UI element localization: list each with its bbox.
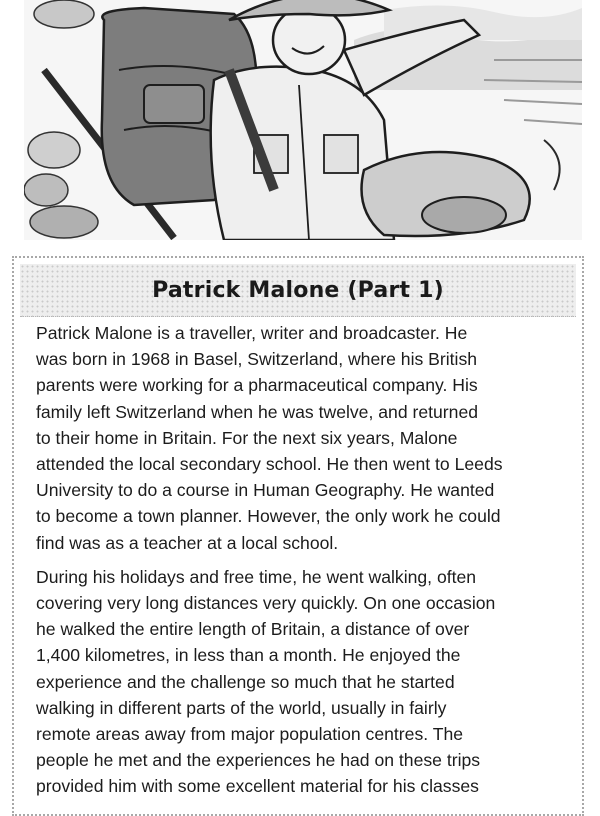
article-body — [36, 320, 568, 800]
text-line: Patrick Malone is a traveller, writer and broadcaster. He — [36, 323, 468, 343]
illustration — [24, 0, 582, 240]
title-bar — [20, 264, 576, 317]
text-line: During his holidays and free time, he went walking, often — [36, 566, 477, 587]
text-line: provided him with some excellent material for his classes — [36, 776, 479, 797]
text-line: walking in different parts of the world, usually in fairly — [36, 697, 447, 718]
text-line: University to do a course in Human Geography. He wanted — [36, 480, 495, 501]
text-line: to become a town planner. However, the only work he could — [36, 506, 501, 527]
text-line: parents were working for a pharmaceutical company. His — [36, 375, 478, 396]
paragraph-1 — [36, 320, 568, 556]
traveller-illustration — [24, 0, 582, 240]
text-line: was born in 1968 in Basel, Switzerland, where his British — [36, 349, 478, 370]
article-title: Patrick Malone (Part 1) — [152, 277, 444, 303]
text-line: people he met and the experiences he had on these trips — [36, 750, 481, 771]
text-line: family left Switzerland when he was twelve, and returned — [36, 401, 479, 422]
text-line: find was as a teacher at a local school. — [36, 532, 339, 553]
text-line: experience and the challenge so much that he started — [36, 671, 455, 692]
article-panel — [12, 256, 584, 816]
paragraph-2 — [36, 564, 568, 800]
text-line: 1,400 kilometres, in less than a month. He enjoyed the — [36, 645, 461, 666]
text-line: covering very long distances very quickly. On one occasion — [36, 593, 496, 614]
text-line: he walked the entire length of Britain, a distance of over — [36, 619, 470, 640]
text-line: to their home in Britain. For the next six years, Malone — [36, 427, 458, 448]
text-line: attended the local secondary school. He then went to Leeds — [36, 454, 503, 475]
text-line: remote areas away from major population centres. The — [36, 724, 464, 745]
